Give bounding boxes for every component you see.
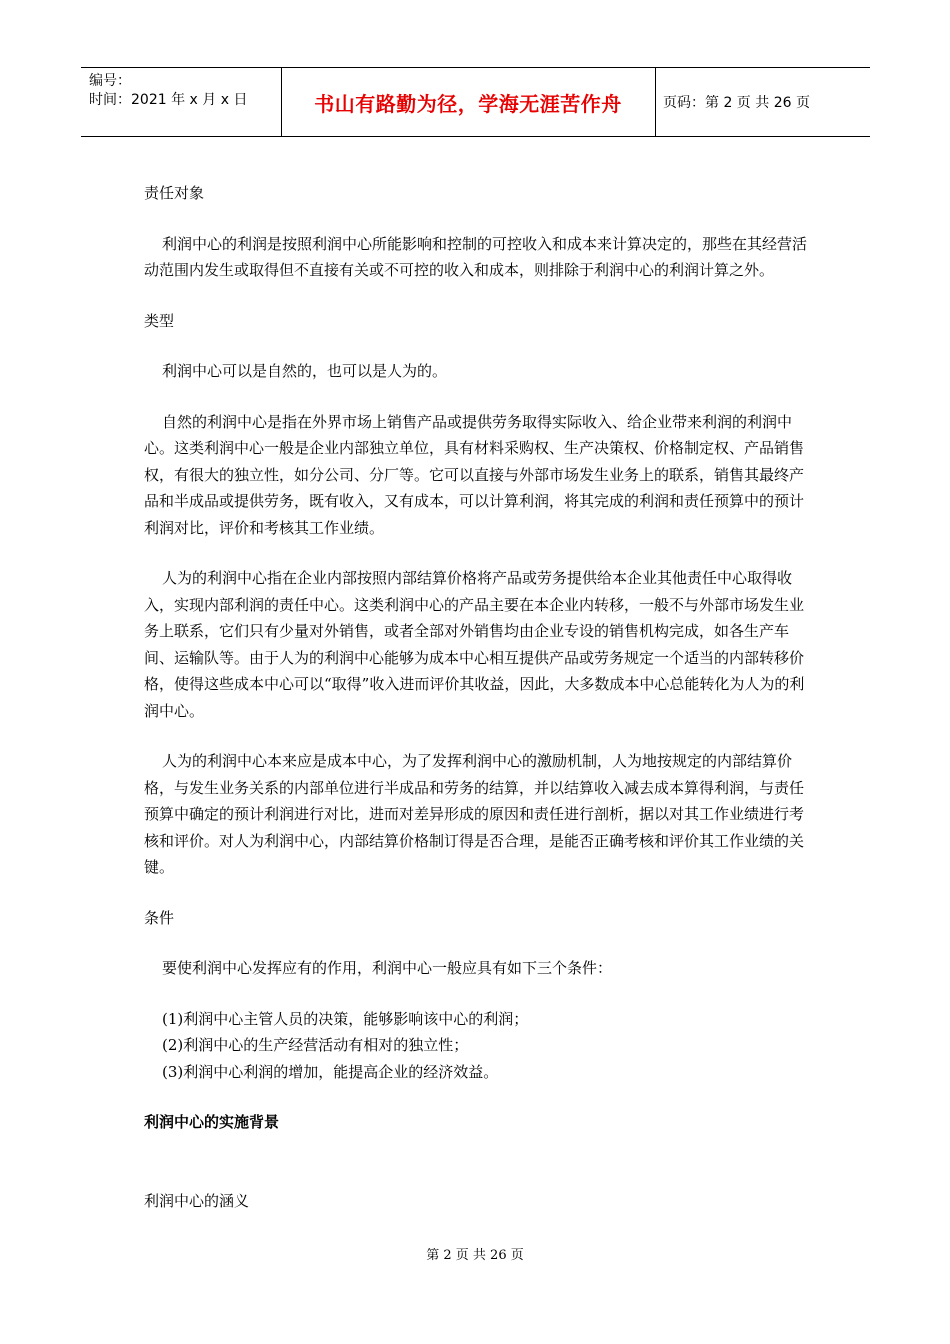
paragraph-conditions-intro: 要使利润中心发挥应有的作用，利润中心一般应具有如下三个条件： [162,959,613,977]
list-item: (3)利润中心利润的增加，能提高企业的经济效益。 [162,1062,499,1081]
header-meta [81,68,282,136]
header-motto: 书山有路勤为径，学海无涯苦作舟 [314,91,622,116]
subheading-profit-center-meaning: 利润中心的涵义 [144,1191,250,1210]
page-footer [0,1244,950,1263]
paragraph-types-intro: 利润中心可以是自然的，也可以是人为的。 [162,362,448,380]
page-header [81,67,870,137]
page-info-text: 页码：第 2 页 共 26 页 [663,95,810,111]
document-number-label: 编号： [89,73,131,89]
subheading-responsibility-object: 责任对象 [144,184,205,202]
header-page-info [663,68,810,136]
paragraph-artificial-profit-center-detail: 人为的利润中心本来应是成本中心，为了发挥利润中心的激励机制，人为地按规定的内部结算价格，与发生业务关系的内部单位进行半成品和劳务的结算，并以结算收入减去成本算得利润，与责任预算中确定的预计利润进行对比，进而对差异形成的原因和责任进行剖析，据以对其工作业绩进行考核和评价。对人为利润中心，内部结算价格制订得是否合理，是能否正确考核和评价其工作业绩的关键。 [144,752,805,876]
document-body [144,180,810,1214]
footer-page-number: 第 2 页 共 26 页 [426,1248,524,1263]
subheading-types: 类型 [144,311,175,330]
paragraph-natural-profit-center: 自然的利润中心是指在外界市场上销售产品或提供劳务取得实际收入、给企业带来利润的利润中心。这类利润中心一般是企业内部独立单位，具有材料采购权、生产决策权、价格制定权、产品销售权，有很大的独立性，如分公司、分厂等。它可以直接与外部市场发生业务上的联系，销售其最终产品和半成品或提供劳务，既有收入，又有成本，可以计算利润，将其完成的利润和责任预算中的预计利润对比，评价和考核其工作业绩。 [144,412,805,537]
paragraph-artificial-profit-center: 人为的利润中心指在企业内部按照内部结算价格将产品或劳务提供给本企业其他责任中心取得收入，实现内部利润的责任中心。这类利润中心的产品主要在本企业内转移，一般不与外部市场发生业务上联系，它们只有少量对外销售，或者全部对外销售均由企业专设的销售机构完成，如各生产车间、运输队等。由于人为的利润中心能够为成本中心相互提供产品或劳务规定一个适当的内部转移价格，使得这些成本中心可以“取得”收入进而评价其收益，因此，大多数成本中心总能转化为人为的利润中心。 [144,569,805,720]
list-item: (2)利润中心的生产经营活动有相对的独立性； [162,1036,469,1054]
document-date: 时间：2021 年 x 月 x 日 [89,92,248,108]
section-title: 利润中心的实施背景 [144,1113,280,1131]
list-item: (1)利润中心主管人员的决策，能够影响该中心的利润； [162,1009,529,1028]
paragraph-profit-definition: 利润中心的利润是按照利润中心所能影响和控制的可控收入和成本来计算决定的，那些在其经营活动范围内发生或取得但不直接有关或不可控的收入和成本，则排除于利润中心的利润计算之外。 [144,234,808,279]
subheading-conditions: 条件 [144,908,175,927]
header-motto-cell [281,68,656,136]
